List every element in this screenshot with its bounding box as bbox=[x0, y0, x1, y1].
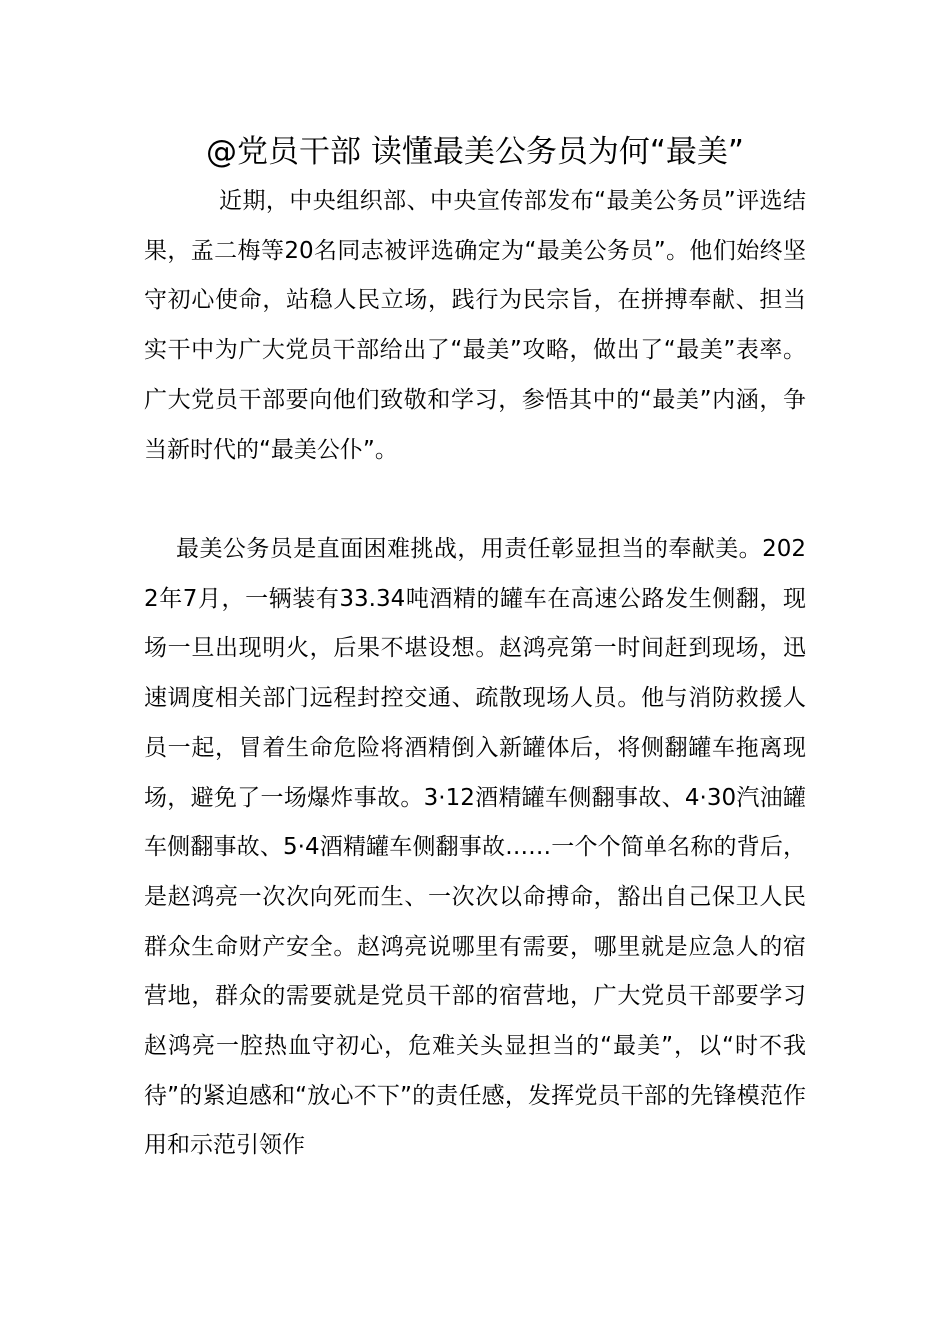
paragraph-intro: 近期，中央组织部、中央宣传部发布“最美公务员”评选结果，孟二梅等20名同志被评选确定为“最美公务员”。他们始终坚守初心使命，站稳人民立场，践行为民宗旨，在拼搏奉献、担当实干中为广大党员干部给出了“最美”攻略，做出了“最美”表率。广大党员干部要向他们致敬和学习，参悟其中的“最美”内涵，争当新时代的“最美公仆”。 bbox=[144, 188, 806, 463]
paragraph-dedication: 最美公务员是直面困难挑战，用责任彰显担当的奉献美。2022年7月，一辆装有33.34吨酒精的罐车在高速公路发生侧翻，现场一旦出现明火，后果不堪设想。赵鸿亮第一时间赶到现场，迅速调度相关部门远程封控交通、疏散现场人员。他与消防救援人员一起，冒着生命危险将酒精倒入新罐体后，将侧翻罐车拖离现场，避免了一场爆炸事故。3·12酒精罐车侧翻事故、4·30汽油罐车侧翻事故、5·4酒精罐车侧翻事故……一个个简单名称的背后，是赵鸿亮一次次向死而生、一次次以命搏命，豁出自己保卫人民群众生命财产安全。赵鸿亮说哪里有需要，哪里就是应急人的宿营地，群众的需要就是党员干部的宿营地，广大党员干部要学习赵鸿亮一腔热血守初心，危难关头显担当的“最美”，以“时不我待”的紧迫感和“放心不下”的责任感，发挥党员干部的先锋模范作用和示范引领作 bbox=[144, 536, 806, 1159]
document-title: @党员干部 读懂最美公务员为何“最美” bbox=[206, 134, 744, 170]
